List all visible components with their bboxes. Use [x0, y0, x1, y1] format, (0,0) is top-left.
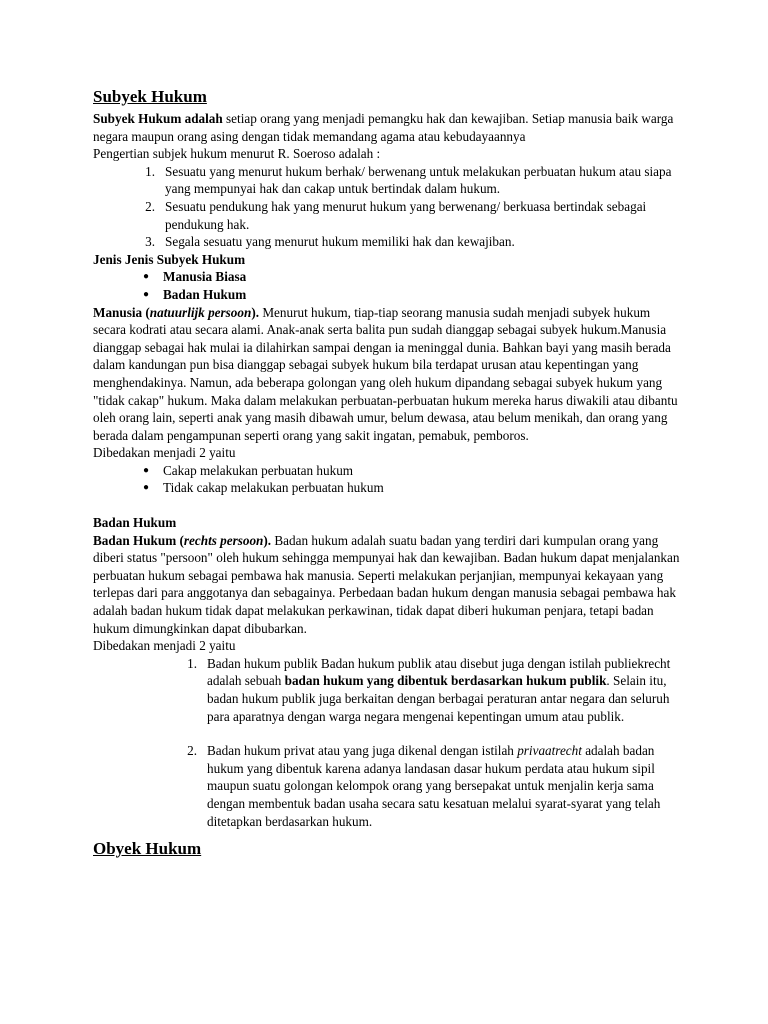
- manusia-paragraph: [93, 304, 685, 445]
- badan-item1-bold: badan hukum yang dibentuk berdasarkan hukum publik: [284, 673, 607, 689]
- list-item-text: Cakap melakukan perbuatan hukum: [163, 462, 354, 478]
- heading-subyek-hukum: Subyek Hukum: [93, 87, 207, 106]
- subyek-definition: [93, 110, 685, 145]
- badan-item1-c: . Selain itu, badan hukum publik juga berkaitan dengan berbagai peraturan antar negara dan seluruh para aparatnya dengan warga negara mengenai kepentingan umum atau publik.: [207, 673, 670, 724]
- bullet-icon: ●: [142, 464, 150, 476]
- spacer: [93, 725, 685, 742]
- heading-obyek-hukum: Obyek Hukum: [93, 839, 202, 859]
- manusia-term: [93, 305, 259, 320]
- badan-paragraph: [93, 532, 685, 638]
- badan-term: [93, 533, 271, 548]
- badan-term-b: ).: [263, 532, 272, 548]
- bullet-icon: ●: [142, 288, 150, 300]
- document-content: [93, 86, 685, 862]
- list-item: [93, 198, 685, 233]
- list-item: [93, 655, 685, 725]
- badan-dibedakan: Dibedakan menjadi 2 yaitu: [93, 638, 236, 654]
- list-item: [93, 479, 685, 497]
- badan-item2-italic: privaatrecht: [517, 743, 582, 759]
- subyek-definition-text: setiap orang yang menjadi pemangku hak dan kewajiban. Setiap manusia baik warga negara maupun orang asing dengan tidak memandang agama atau kebudayaannya: [93, 111, 674, 144]
- badan-item2-b: adalah badan hukum yang dibentuk karena adanya landasan dasar hukum perdata atau hukum sipil maupun suatu golongan kelompok orang yang bersepakat untuk menjalin kerja sama dengan membentuk badan usaha secara satu kesatuan melalui syarat-syarat yang telah ditetapkan berdasarkan hukum.: [207, 743, 661, 829]
- list-item: [93, 742, 685, 830]
- list-item: [93, 233, 685, 251]
- list-number: 3.: [145, 234, 155, 250]
- list-item-text: Sesuatu yang menurut hukum berhak/ berwenang untuk melakukan perbuatan hukum atau siapa yang mempunyai hak dan cakap untuk bertindak dalam hukum.: [165, 163, 672, 197]
- jenis-heading: Jenis Jenis Subyek Hukum: [93, 251, 246, 267]
- soeroso-intro: Pengertian subjek hukum menurut R. Soeroso adalah :: [93, 146, 381, 162]
- badan-item1-a: Badan hukum publik Badan hukum publik atau disebut juga dengan istilah publiekrecht adalah sebuah: [207, 655, 671, 689]
- list-number: 1.: [145, 163, 155, 179]
- list-item: [93, 163, 685, 198]
- list-number: 2.: [145, 198, 155, 214]
- list-item-text: Sesuatu pendukung hak yang menurut hukum yang berwenang/ berkuasa bertindak sebagai pendukung hak.: [165, 198, 647, 232]
- subyek-definition-term: Subyek Hukum adalah: [93, 111, 223, 126]
- bullet-icon: ●: [142, 482, 150, 494]
- manusia-term-b: ).: [251, 304, 260, 320]
- list-item: [93, 286, 685, 304]
- list-item-text: [207, 742, 685, 830]
- badan-item2-a: Badan hukum privat atau yang juga dikenal dengan istilah: [207, 743, 518, 759]
- soeroso-list: [93, 163, 685, 251]
- manusia-text: Menurut hukum, tiap-tiap seorang manusia sudah menjadi subyek hukum secara kodrati atau secara alami. Anak-anak serta balita pun sudah dianggap sebagai subyek hukum.Manusia dianggap sebagai hak mulai ia dilahirkan sampai dengan ia meninggal dunia. Bahkan bayi yang masih berada dalam kandungan pun bisa dianggap sebagai subyek hukum bila terdapat urusan atau kepentingan yang menghendakinya. Namun, ada beberapa golongan yang oleh hukum dipandang sebagai subyek hukum yang "tidak cakap" hukum. Maka dalam melakukan perbuatan-perbuatan hukum mereka harus diwakili atau dibantu oleh orang lain, seperti anak yang masih dibawah umur, belum dewasa, atau belum menikah, dan orang yang berada dalam pengampunan seperti orang yang sakit ingatan, pemabuk, pemboros.: [93, 304, 678, 443]
- badan-heading: Badan Hukum: [93, 515, 177, 531]
- badan-term-a: Badan Hukum (: [93, 532, 184, 548]
- list-item-text: Badan Hukum: [163, 286, 247, 302]
- list-item: [93, 268, 685, 286]
- list-item-text: Tidak cakap melakukan perbuatan hukum: [163, 480, 384, 496]
- list-item: [93, 462, 685, 480]
- manusia-dibedakan: Dibedakan menjadi 2 yaitu: [93, 445, 236, 461]
- bullet-icon: ●: [142, 271, 150, 283]
- list-item-text: Segala sesuatu yang menurut hukum memiliki hak dan kewajiban.: [165, 234, 515, 250]
- list-item-text: Manusia Biasa: [163, 269, 247, 285]
- manusia-term-a: Manusia (: [93, 304, 150, 320]
- list-number: 1.: [187, 655, 197, 671]
- badan-text: Badan hukum adalah suatu badan yang terdiri dari kumpulan orang yang diberi status "persoon" oleh hukum sehingga mempunyai hak dan kewajiban. Badan hukum dapat menjalankan perbuatan hukum sebagai pembawa hak manusia. Seperti melakukan perjanjian, mempunyai kekayaan yang terlepas dari para anggotanya dan sebagainya. Perbedaan badan hukum dengan manusia sebagai pembawa hak adalah badan hukum tidak dapat melakukan perkawinan, tidak dapat diberi hukuman penjara, tetapi badan hukum dimungkinkan dapat dibubarkan.: [93, 532, 680, 636]
- list-number: 2.: [187, 743, 197, 759]
- badan-list: [93, 655, 685, 830]
- jenis-list: [93, 268, 685, 303]
- list-item-text: [207, 655, 685, 725]
- badan-term-italic: rechts persoon: [183, 532, 264, 548]
- manusia-list: [93, 462, 685, 497]
- spacer: [93, 497, 685, 514]
- manusia-term-italic: natuurlijk persoon: [149, 304, 252, 320]
